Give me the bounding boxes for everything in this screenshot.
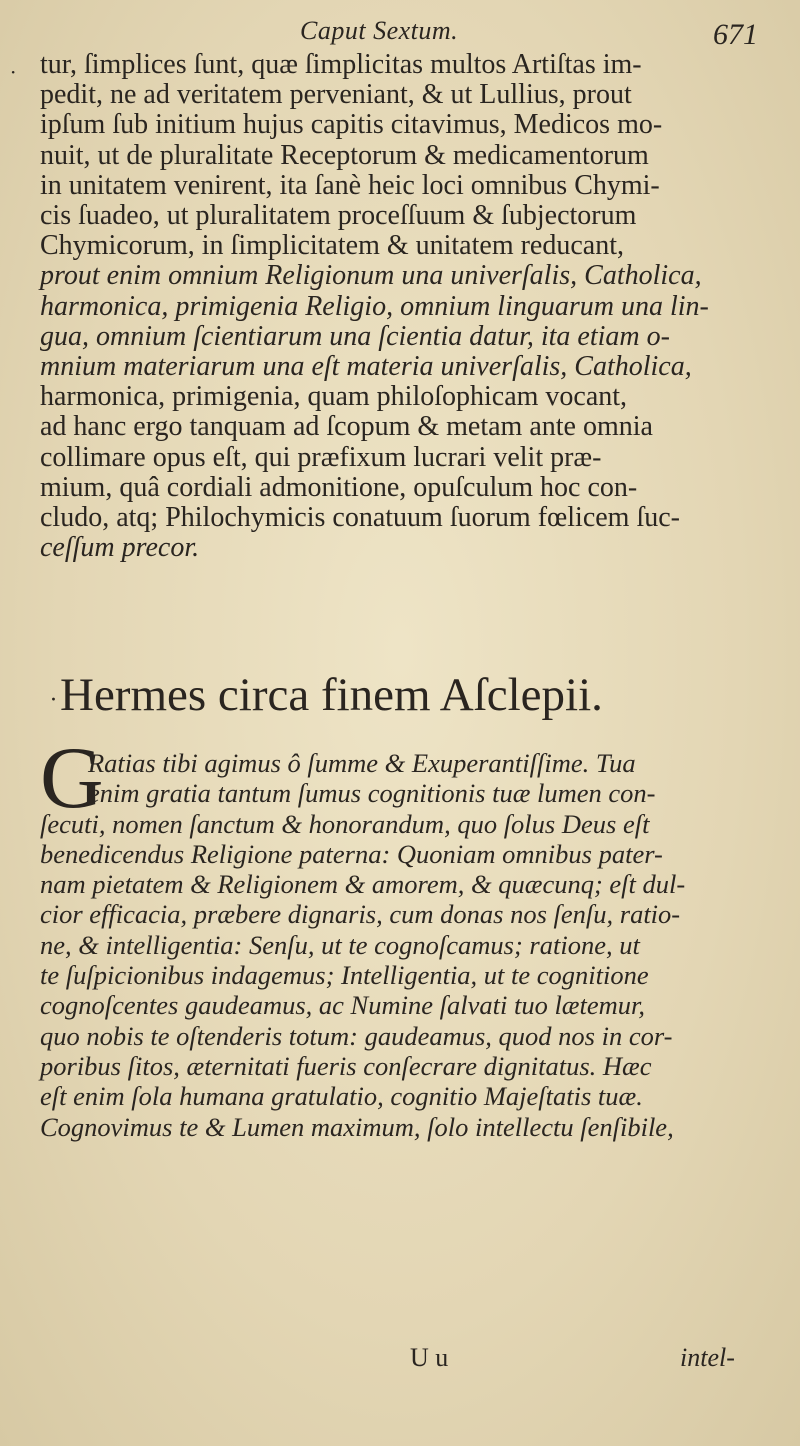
text-line: ceſſum precor. [40, 532, 200, 564]
text-line: cis ſuadeo, ut pluralitatem proceſſuum & ſubjectorum [40, 200, 637, 232]
text-line: cior efficacia, præbere dignaris, cum donas nos ſenſu, ratio- [40, 899, 681, 930]
text-line: collimare opus eſt, qui præfixum lucrari velit præ- [40, 441, 602, 473]
text-line: Chymicorum, in ſimplicitatem & unitatem reducant, [40, 230, 624, 262]
text-line: cognoſcentes gaudeamus, ac Numine ſalvati tuo lætemur, [40, 990, 645, 1021]
text-line: enim gratia tantum ſumus cognitionis tuæ lumen con- [88, 778, 656, 809]
text-line: ne, & intelligentia: Senſu, ut te cognoſcamus; ratione, ut [40, 929, 640, 960]
text-line: mium, quâ cordiali admonitione, opuſculum hoc con- [40, 471, 638, 503]
page-footer [0, 1343, 800, 1377]
text-line: poribus ſitos, æternitati fueris conſecrare dignitatus. Hæc [40, 1050, 652, 1081]
text-line: ſecuti, nomen ſanctum & honorandum, quo ſolus Deus eſt [40, 808, 650, 839]
running-title: Caput Sextum. [300, 16, 459, 45]
drop-capital: G [40, 730, 104, 827]
text-line: te ſuſpicionibus indagemus; Intelligentia, ut te cognitione [40, 960, 649, 991]
text-line: Cognovimus te & Lumen maximum, ſolo intellectu ſenſibile, [40, 1111, 674, 1142]
text-line: nam pietatem & Religionem & amorem, & quæcunq; eſt dul- [40, 869, 686, 900]
text-line: prout enim omnium Religionum una univerſalis, Catholica, [40, 260, 702, 292]
margin-dot: · [10, 60, 17, 84]
text-line: benedicendus Religione paterna: Quoniam omnibus pater- [40, 838, 663, 869]
text-line: harmonica, primigenia, quam philoſophicam vocant, [40, 381, 628, 413]
body-text [40, 50, 770, 563]
text-line: gua, omnium ſcientiarum una ſcientia datur, ita etiam o- [40, 320, 670, 352]
text-line: tur, ſimplices ſunt, quæ ſimplicitas multos Artiſtas im- [40, 49, 642, 80]
signature-mark: U u [410, 1343, 449, 1372]
text-line: mnium materiarum una eſt materia univerſalis, Catholica, [40, 351, 692, 383]
text-line: cludo, atq; Philochymicis conatuum ſuorum fœlicem ſuc- [40, 502, 680, 534]
catchword: intel- [680, 1343, 735, 1372]
text-line: ipſum ſub initium hujus capitis citavimus, Medicos mo- [40, 109, 663, 141]
text-line: harmonica, primigenia Religio, omnium linguarum una lin- [40, 290, 709, 322]
section-heading: Hermes circa finem Aſclepii. [60, 669, 603, 721]
text-line: eſt enim ſola humana gratulatio, cognitio Majeſtatis tuæ. [40, 1081, 643, 1112]
text-line: quo nobis te oſtenderis totum: gaudeamus, quod nos in cor- [40, 1020, 673, 1051]
margin-dot: · [50, 688, 57, 713]
text-line: ad hanc ergo tanquam ad ſcopum & metam ante omnia [40, 411, 653, 443]
text-line: pedit, ne ad veritatem perveniant, & ut Lullius, prout [40, 79, 632, 111]
text-line: Ratias tibi agimus ô ſumme & Exuperantiſſime. Tua [88, 748, 636, 778]
page-number: 671 [713, 18, 758, 51]
text-line: in unitatem venirent, ita ſanè heic loci omnibus Chymi- [40, 169, 660, 201]
text-line: nuit, ut de pluralitate Receptorum & medicamentorum [40, 139, 649, 171]
prayer-text [40, 748, 770, 1142]
